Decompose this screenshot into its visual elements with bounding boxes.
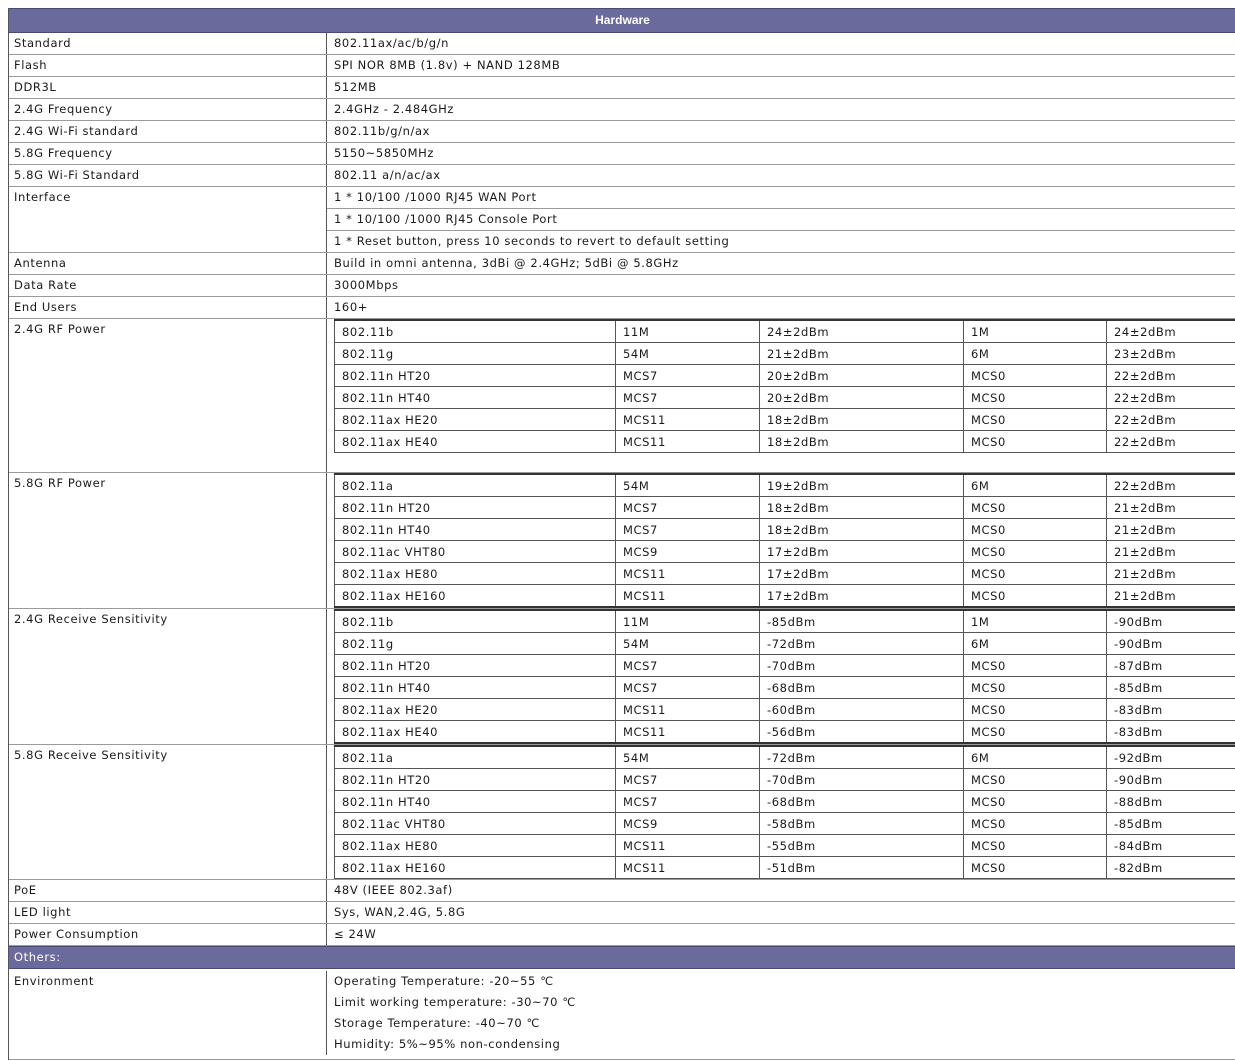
spec-row — [9, 77, 1235, 99]
grid-cell: 802.11ax HE160 — [335, 585, 616, 608]
grid-cell: 1M — [964, 320, 1107, 343]
grid-cell: MCS0 — [964, 857, 1107, 879]
grid-cell: 24±2dBm — [1107, 320, 1235, 343]
spec-rows-radio — [9, 253, 1235, 319]
grid-row — [335, 857, 1235, 879]
grid-cell: MCS0 — [964, 813, 1107, 835]
environment-value: Storage Temperature: -40~70 ℃ — [334, 1016, 541, 1030]
grid-cell: MCS0 — [964, 563, 1107, 585]
grid-row — [335, 541, 1235, 563]
grid-cell: -87dBm — [1107, 655, 1235, 677]
grid-row — [335, 633, 1235, 655]
grid-cell: MCS11 — [616, 721, 760, 744]
grid-row — [335, 699, 1235, 721]
row-label: LED light — [9, 902, 327, 923]
grid-cell: 6M — [964, 633, 1107, 655]
grid-row — [335, 563, 1235, 585]
interface-values — [327, 187, 1235, 252]
spec-rows-power — [9, 880, 1235, 946]
grid-cell: 21±2dBm — [1107, 519, 1235, 541]
row-label: 2.4G Receive Sensitivity — [9, 609, 327, 744]
grid-cell: 1M — [964, 610, 1107, 633]
row-label: Standard — [9, 33, 327, 54]
grid-cell: MCS0 — [964, 677, 1107, 699]
grid-cell: MCS0 — [964, 409, 1107, 431]
row-label: Interface — [9, 187, 327, 252]
grid-cell: 802.11ax HE160 — [335, 857, 616, 879]
grid-cell: MCS0 — [964, 497, 1107, 519]
grid-cell: MCS7 — [616, 519, 760, 541]
row-value-cell — [327, 33, 1235, 54]
rf-24-table-wrap — [327, 319, 1235, 472]
row-value-cell — [327, 77, 1235, 98]
spec-row — [9, 902, 1235, 924]
row-label: 2.4G RF Power — [9, 319, 327, 472]
environment-value: Humidity: 5%~95% non-condensing — [334, 1037, 561, 1051]
row-label: DDR3L — [9, 77, 327, 98]
row-value-cell — [327, 99, 1235, 120]
grid-cell: 21±2dBm — [760, 343, 964, 365]
grid-cell: 22±2dBm — [1107, 365, 1235, 387]
grid-cell: -56dBm — [760, 721, 964, 744]
grid-cell: 802.11ax HE80 — [335, 835, 616, 857]
grid-cell: -60dBm — [760, 699, 964, 721]
grid-cell: MCS11 — [616, 857, 760, 879]
grid-cell: -83dBm — [1107, 721, 1235, 744]
others-header: Others: — [9, 946, 1235, 969]
grid-cell: 23±2dBm — [1107, 343, 1235, 365]
row-value-cell — [327, 253, 1235, 274]
rf-58-table-wrap — [327, 473, 1235, 608]
row-value: 512MB — [334, 80, 377, 94]
grid-cell: MCS0 — [964, 431, 1107, 453]
row-label: Data Rate — [9, 275, 327, 296]
spec-row — [9, 33, 1235, 55]
grid-cell: 22±2dBm — [1107, 431, 1235, 453]
row-label: 2.4G Frequency — [9, 99, 327, 120]
grid-row — [335, 610, 1235, 633]
grid-cell: 21±2dBm — [1107, 497, 1235, 519]
grid-cell: -92dBm — [1107, 746, 1235, 769]
row-value: 160+ — [334, 300, 368, 314]
spec-row — [9, 253, 1235, 275]
grid-cell: 21±2dBm — [1107, 563, 1235, 585]
grid-cell: -85dBm — [1107, 813, 1235, 835]
interface-row — [9, 187, 1235, 253]
grid-cell: -90dBm — [1107, 610, 1235, 633]
grid-cell: 54M — [616, 633, 760, 655]
grid-cell: MCS0 — [964, 699, 1107, 721]
rf-58-row — [9, 473, 1235, 609]
grid-cell: 17±2dBm — [760, 541, 964, 563]
grid-cell: 11M — [616, 610, 760, 633]
grid-cell: MCS7 — [616, 655, 760, 677]
interface-value: 1 * 10/100 /1000 RJ45 WAN Port — [334, 190, 537, 204]
grid-row — [335, 813, 1235, 835]
spec-row — [9, 275, 1235, 297]
row-value-cell — [327, 121, 1235, 142]
row-value: 802.11b/g/n/ax — [334, 124, 431, 138]
grid-row — [335, 431, 1235, 453]
grid-row — [335, 320, 1235, 343]
grid-cell: MCS7 — [616, 387, 760, 409]
row-label: Environment — [9, 971, 327, 1055]
grid-cell: -55dBm — [760, 835, 964, 857]
row-label: 5.8G Receive Sensitivity — [9, 745, 327, 879]
row-value-cell — [327, 165, 1235, 186]
grid-cell: MCS11 — [616, 699, 760, 721]
rf-24-table — [334, 319, 1235, 453]
grid-cell: 22±2dBm — [1107, 387, 1235, 409]
grid-cell: MCS0 — [964, 365, 1107, 387]
spec-rows-basic — [9, 33, 1235, 187]
row-value: 802.11ax/ac/b/g/n — [334, 36, 450, 50]
grid-cell: MCS0 — [964, 655, 1107, 677]
grid-cell: -72dBm — [760, 633, 964, 655]
grid-cell: 6M — [964, 343, 1107, 365]
grid-cell: MCS9 — [616, 813, 760, 835]
spec-row — [9, 99, 1235, 121]
rs-58-table-wrap — [327, 745, 1235, 879]
grid-cell: 802.11ax HE80 — [335, 563, 616, 585]
grid-row — [335, 791, 1235, 813]
grid-cell: 802.11n HT20 — [335, 655, 616, 677]
row-label: PoE — [9, 880, 327, 901]
grid-cell: MCS9 — [616, 541, 760, 563]
grid-cell: 802.11n HT40 — [335, 387, 616, 409]
row-label: Power Consumption — [9, 924, 327, 945]
grid-row — [335, 677, 1235, 699]
row-value-cell — [327, 275, 1235, 296]
grid-cell: 11M — [616, 320, 760, 343]
environment-values — [327, 971, 1235, 1055]
grid-cell: MCS0 — [964, 585, 1107, 608]
row-value-cell — [327, 297, 1235, 318]
grid-row — [335, 655, 1235, 677]
grid-cell: MCS0 — [964, 835, 1107, 857]
grid-row — [335, 343, 1235, 365]
grid-cell: 802.11ac VHT80 — [335, 813, 616, 835]
environment-value: Limit working temperature: -30~70 ℃ — [334, 995, 576, 1009]
rf-58-table — [334, 473, 1235, 608]
grid-cell: -68dBm — [760, 791, 964, 813]
grid-cell: 24±2dBm — [760, 320, 964, 343]
grid-cell: MCS11 — [616, 431, 760, 453]
row-value-cell — [327, 880, 1235, 901]
environment-value: Operating Temperature: -20~55 ℃ — [334, 974, 554, 988]
spec-row — [9, 297, 1235, 319]
row-value-cell — [327, 143, 1235, 164]
grid-cell: 802.11a — [335, 474, 616, 497]
grid-cell: 22±2dBm — [1107, 409, 1235, 431]
grid-cell: 54M — [616, 746, 760, 769]
spec-row — [9, 55, 1235, 77]
grid-cell: -83dBm — [1107, 699, 1235, 721]
grid-cell: MCS0 — [964, 769, 1107, 791]
grid-cell: 21±2dBm — [1107, 541, 1235, 563]
grid-cell: -88dBm — [1107, 791, 1235, 813]
interface-value: 1 * 10/100 /1000 RJ45 Console Port — [327, 208, 1235, 230]
row-value: 48V (IEEE 802.3af) — [334, 883, 453, 897]
row-value: 2.4GHz - 2.484GHz — [334, 102, 455, 116]
rs-24-table-wrap — [327, 609, 1235, 744]
grid-cell: 6M — [964, 474, 1107, 497]
grid-cell: -84dBm — [1107, 835, 1235, 857]
grid-cell: 802.11a — [335, 746, 616, 769]
row-value: 5150~5850MHz — [334, 146, 434, 160]
row-value: 3000Mbps — [334, 278, 399, 292]
grid-cell: 20±2dBm — [760, 365, 964, 387]
grid-cell: 20±2dBm — [760, 387, 964, 409]
grid-cell: MCS0 — [964, 721, 1107, 744]
grid-cell: -85dBm — [1107, 677, 1235, 699]
row-label: 5.8G RF Power — [9, 473, 327, 608]
rs-58-table — [334, 745, 1235, 879]
spec-table — [8, 8, 1235, 1060]
grid-cell: -72dBm — [760, 746, 964, 769]
grid-cell: 802.11n HT40 — [335, 791, 616, 813]
spec-row — [9, 924, 1235, 946]
grid-cell: 802.11n HT40 — [335, 519, 616, 541]
grid-cell: -70dBm — [760, 769, 964, 791]
rs-24-row — [9, 609, 1235, 745]
grid-cell: -51dBm — [760, 857, 964, 879]
rs-24-table — [334, 609, 1235, 744]
row-label: 5.8G Wi-Fi Standard — [9, 165, 327, 186]
spec-row — [9, 121, 1235, 143]
grid-row — [335, 365, 1235, 387]
row-value-cell — [327, 55, 1235, 76]
grid-cell: 18±2dBm — [760, 431, 964, 453]
grid-cell: MCS7 — [616, 677, 760, 699]
grid-cell: -90dBm — [1107, 769, 1235, 791]
grid-cell: 802.11ax HE20 — [335, 409, 616, 431]
grid-cell: MCS11 — [616, 585, 760, 608]
grid-row — [335, 835, 1235, 857]
grid-cell: 802.11ac VHT80 — [335, 541, 616, 563]
grid-cell: 802.11ax HE20 — [335, 699, 616, 721]
grid-cell: MCS0 — [964, 387, 1107, 409]
grid-row — [335, 497, 1235, 519]
row-label: 2.4G Wi-Fi standard — [9, 121, 327, 142]
row-value: Build in omni antenna, 3dBi @ 2.4GHz; 5dBi @ 5.8GHz — [334, 256, 679, 270]
grid-cell: MCS7 — [616, 769, 760, 791]
grid-cell: MCS7 — [616, 365, 760, 387]
grid-cell: 17±2dBm — [760, 585, 964, 608]
grid-cell: -70dBm — [760, 655, 964, 677]
row-value: Sys, WAN,2.4G, 5.8G — [334, 905, 466, 919]
spec-row — [9, 143, 1235, 165]
hardware-header: Hardware — [9, 8, 1235, 33]
rf-24-row — [9, 319, 1235, 473]
row-value: ≤ 24W — [334, 927, 377, 941]
row-value: SPI NOR 8MB (1.8v) + NAND 128MB — [334, 58, 561, 72]
grid-cell: -58dBm — [760, 813, 964, 835]
grid-row — [335, 387, 1235, 409]
grid-cell: 17±2dBm — [760, 563, 964, 585]
grid-cell: MCS11 — [616, 563, 760, 585]
grid-cell: MCS11 — [616, 409, 760, 431]
row-value-cell — [327, 924, 1235, 945]
grid-cell: 802.11n HT20 — [335, 769, 616, 791]
grid-cell: 21±2dBm — [1107, 585, 1235, 608]
grid-cell: 802.11n HT20 — [335, 365, 616, 387]
spec-row — [9, 165, 1235, 187]
grid-cell: 802.11b — [335, 610, 616, 633]
grid-cell: 54M — [616, 474, 760, 497]
grid-cell: 802.11g — [335, 633, 616, 655]
grid-row — [335, 746, 1235, 769]
grid-cell: 18±2dBm — [760, 497, 964, 519]
grid-cell: 802.11n HT20 — [335, 497, 616, 519]
grid-cell: MCS7 — [616, 497, 760, 519]
grid-cell: MCS7 — [616, 791, 760, 813]
grid-cell: -82dBm — [1107, 857, 1235, 879]
interface-value: 1 * Reset button, press 10 seconds to revert to default setting — [327, 230, 1235, 252]
row-label: Antenna — [9, 253, 327, 274]
grid-cell: 18±2dBm — [760, 519, 964, 541]
spec-row — [9, 880, 1235, 902]
grid-row — [335, 409, 1235, 431]
grid-row — [335, 519, 1235, 541]
grid-cell: 54M — [616, 343, 760, 365]
grid-row — [335, 474, 1235, 497]
row-label: 5.8G Frequency — [9, 143, 327, 164]
grid-row — [335, 585, 1235, 608]
grid-row — [335, 721, 1235, 744]
grid-cell: 802.11g — [335, 343, 616, 365]
grid-cell: MCS0 — [964, 791, 1107, 813]
grid-cell: 802.11ax HE40 — [335, 721, 616, 744]
grid-cell: 802.11n HT40 — [335, 677, 616, 699]
grid-row — [335, 769, 1235, 791]
rs-58-row — [9, 745, 1235, 880]
grid-cell: 802.11b — [335, 320, 616, 343]
grid-cell: MCS11 — [616, 835, 760, 857]
row-value: 802.11 a/n/ac/ax — [334, 168, 441, 182]
grid-cell: -68dBm — [760, 677, 964, 699]
environment-row — [9, 969, 1235, 1060]
grid-cell: -90dBm — [1107, 633, 1235, 655]
grid-cell: 22±2dBm — [1107, 474, 1235, 497]
grid-cell: MCS0 — [964, 541, 1107, 563]
grid-cell: 18±2dBm — [760, 409, 964, 431]
grid-cell: MCS0 — [964, 519, 1107, 541]
grid-cell: 19±2dBm — [760, 474, 964, 497]
grid-cell: 6M — [964, 746, 1107, 769]
grid-cell: -85dBm — [760, 610, 964, 633]
row-value-cell — [327, 902, 1235, 923]
row-label: Flash — [9, 55, 327, 76]
row-label: End Users — [9, 297, 327, 318]
grid-cell: 802.11ax HE40 — [335, 431, 616, 453]
